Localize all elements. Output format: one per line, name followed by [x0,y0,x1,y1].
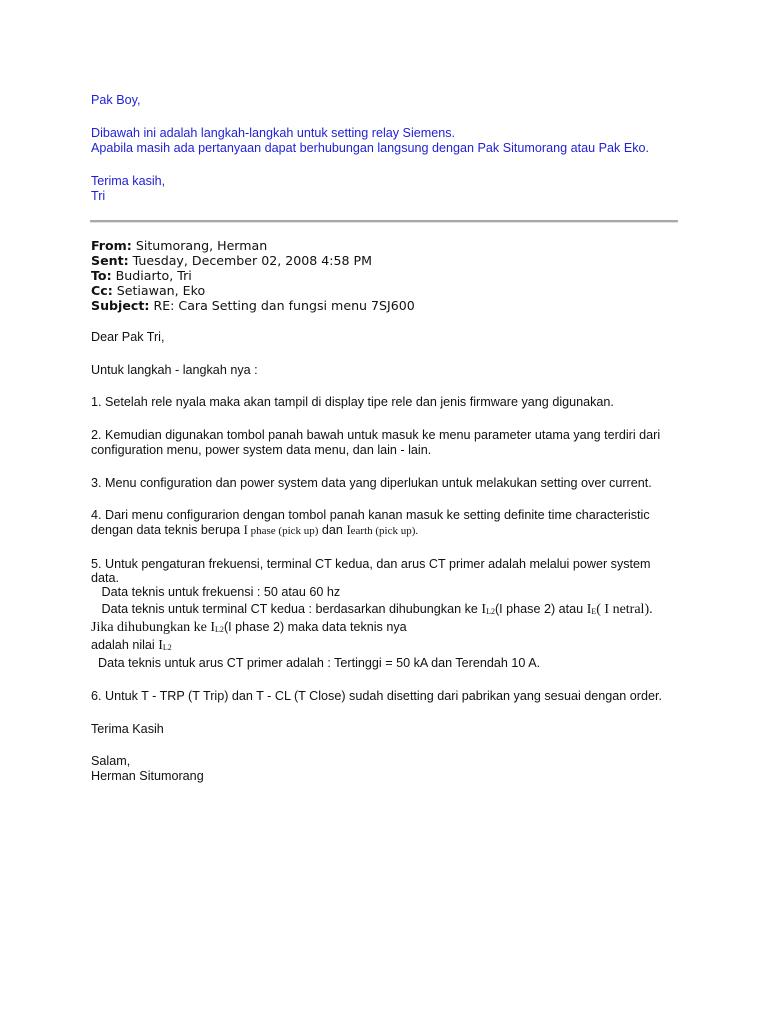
phase-pickup: phase (pick up) [247,525,319,537]
from-label: From: [91,238,132,253]
header-from [91,238,267,253]
to-value: Budiarto, Tri [111,268,192,283]
nilai-text: adalah nilai [91,638,159,652]
step-4-text: dengan data teknis berupa [91,523,244,537]
step-2-line-1: 2. Kemudian digunakan tombol panah bawah untuk masuk ke menu parameter utama yang terdiri dari [91,428,661,442]
step-5-jika [91,620,407,635]
i-symbol: I [243,523,248,537]
jika-sub: L2 [215,625,224,634]
sent-label: Sent: [91,253,129,268]
step-4-line-2 [91,523,418,539]
separator-rule [90,220,678,223]
step-2-line-2: configuration menu, power system data menu, dan lain - lain. [91,443,432,457]
terminal-text: Data teknis untuk terminal CT kedua : berdasarkan dihubungkan ke [91,602,482,616]
nilai-sub: L2 [162,643,172,652]
step-4-line-1: 4. Dari menu configurarion dengan tombol panah kanan masuk ke setting definite time characteristic [91,508,650,522]
subject-label: Subject: [91,298,150,313]
terminal-mid: (I phase 2) atau [494,602,587,616]
step-5-ct-primer: Data teknis untuk arus CT primer adalah : Tertinggi = 50 kA dan Terendah 10 A. [91,656,541,670]
to-label: To: [91,268,112,283]
step-5-nilai [91,638,172,653]
jika-i: I [210,620,216,635]
salam: Salam, [91,754,131,768]
signature: Herman Situmorang [91,769,204,783]
greeting: Pak Boy, [91,93,141,107]
intro-thanks: Terima kasih, [91,174,166,188]
step-6: 6. Untuk T - TRP (T Trip) dan T - CL (T Close) sudah disetting dari pabrikan yang sesuai dengan order. [91,689,662,703]
header-cc [91,283,205,298]
ie-symbol: I [586,602,592,617]
step-3: 3. Menu configuration dan power system data yang diperlukan untuk melakukan setting over current. [91,476,652,490]
il2-sub: L2 [486,607,495,616]
cc-value: Setiawan, Eko [112,283,206,298]
nilai-i: I [158,638,163,653]
step-5-line-1: 5. Untuk pengaturan frekuensi, terminal CT kedua, dan arus CT primer adalah melalui power system [91,557,651,571]
salutation: Dear Pak Tri, [91,330,165,344]
sent-value: Tuesday, December 02, 2008 4:58 PM [128,253,373,268]
body-intro: Untuk langkah - langkah nya : [91,363,258,377]
subject-value: RE: Cara Setting dan fungsi menu 7SJ600 [149,298,415,313]
header-to [91,268,192,283]
cc-label: Cc: [91,283,113,298]
header-subject [91,298,415,313]
il2-symbol: I [481,602,487,617]
step-1: 1. Setelah rele nyala maka akan tampil di display tipe rele dan jenis firmware yang digunakan. [91,395,614,409]
closing: Terima Kasih [91,722,164,736]
ie-sub: E [591,607,597,616]
step-4-dan: dan [318,523,347,537]
earth-pickup: earth (pick up). [350,525,419,537]
step-5-terminal [91,602,653,617]
intro-line-1: Dibawah ini adalah langkah-langkah untuk setting relay Siemens. [91,126,456,140]
from-value: Situmorang, Herman [131,238,268,253]
intro-sender: Tri [91,189,106,203]
i-earth-symbol: I [346,523,351,537]
header-sent [91,253,372,268]
step-5-line-2: data. [91,571,120,585]
jika-text: Jika dihubungkan ke [91,620,211,635]
intro-line-2: Apabila masih ada pertanyaan dapat berhubungan langsung dengan Pak Situmorang atau Pak Eko. [91,141,650,155]
terminal-end: ( I netral). [596,602,653,617]
step-5-frequency: Data teknis untuk frekuensi : 50 atau 60 hz [91,585,341,599]
jika-end: (I phase 2) maka data teknis nya [223,620,407,634]
